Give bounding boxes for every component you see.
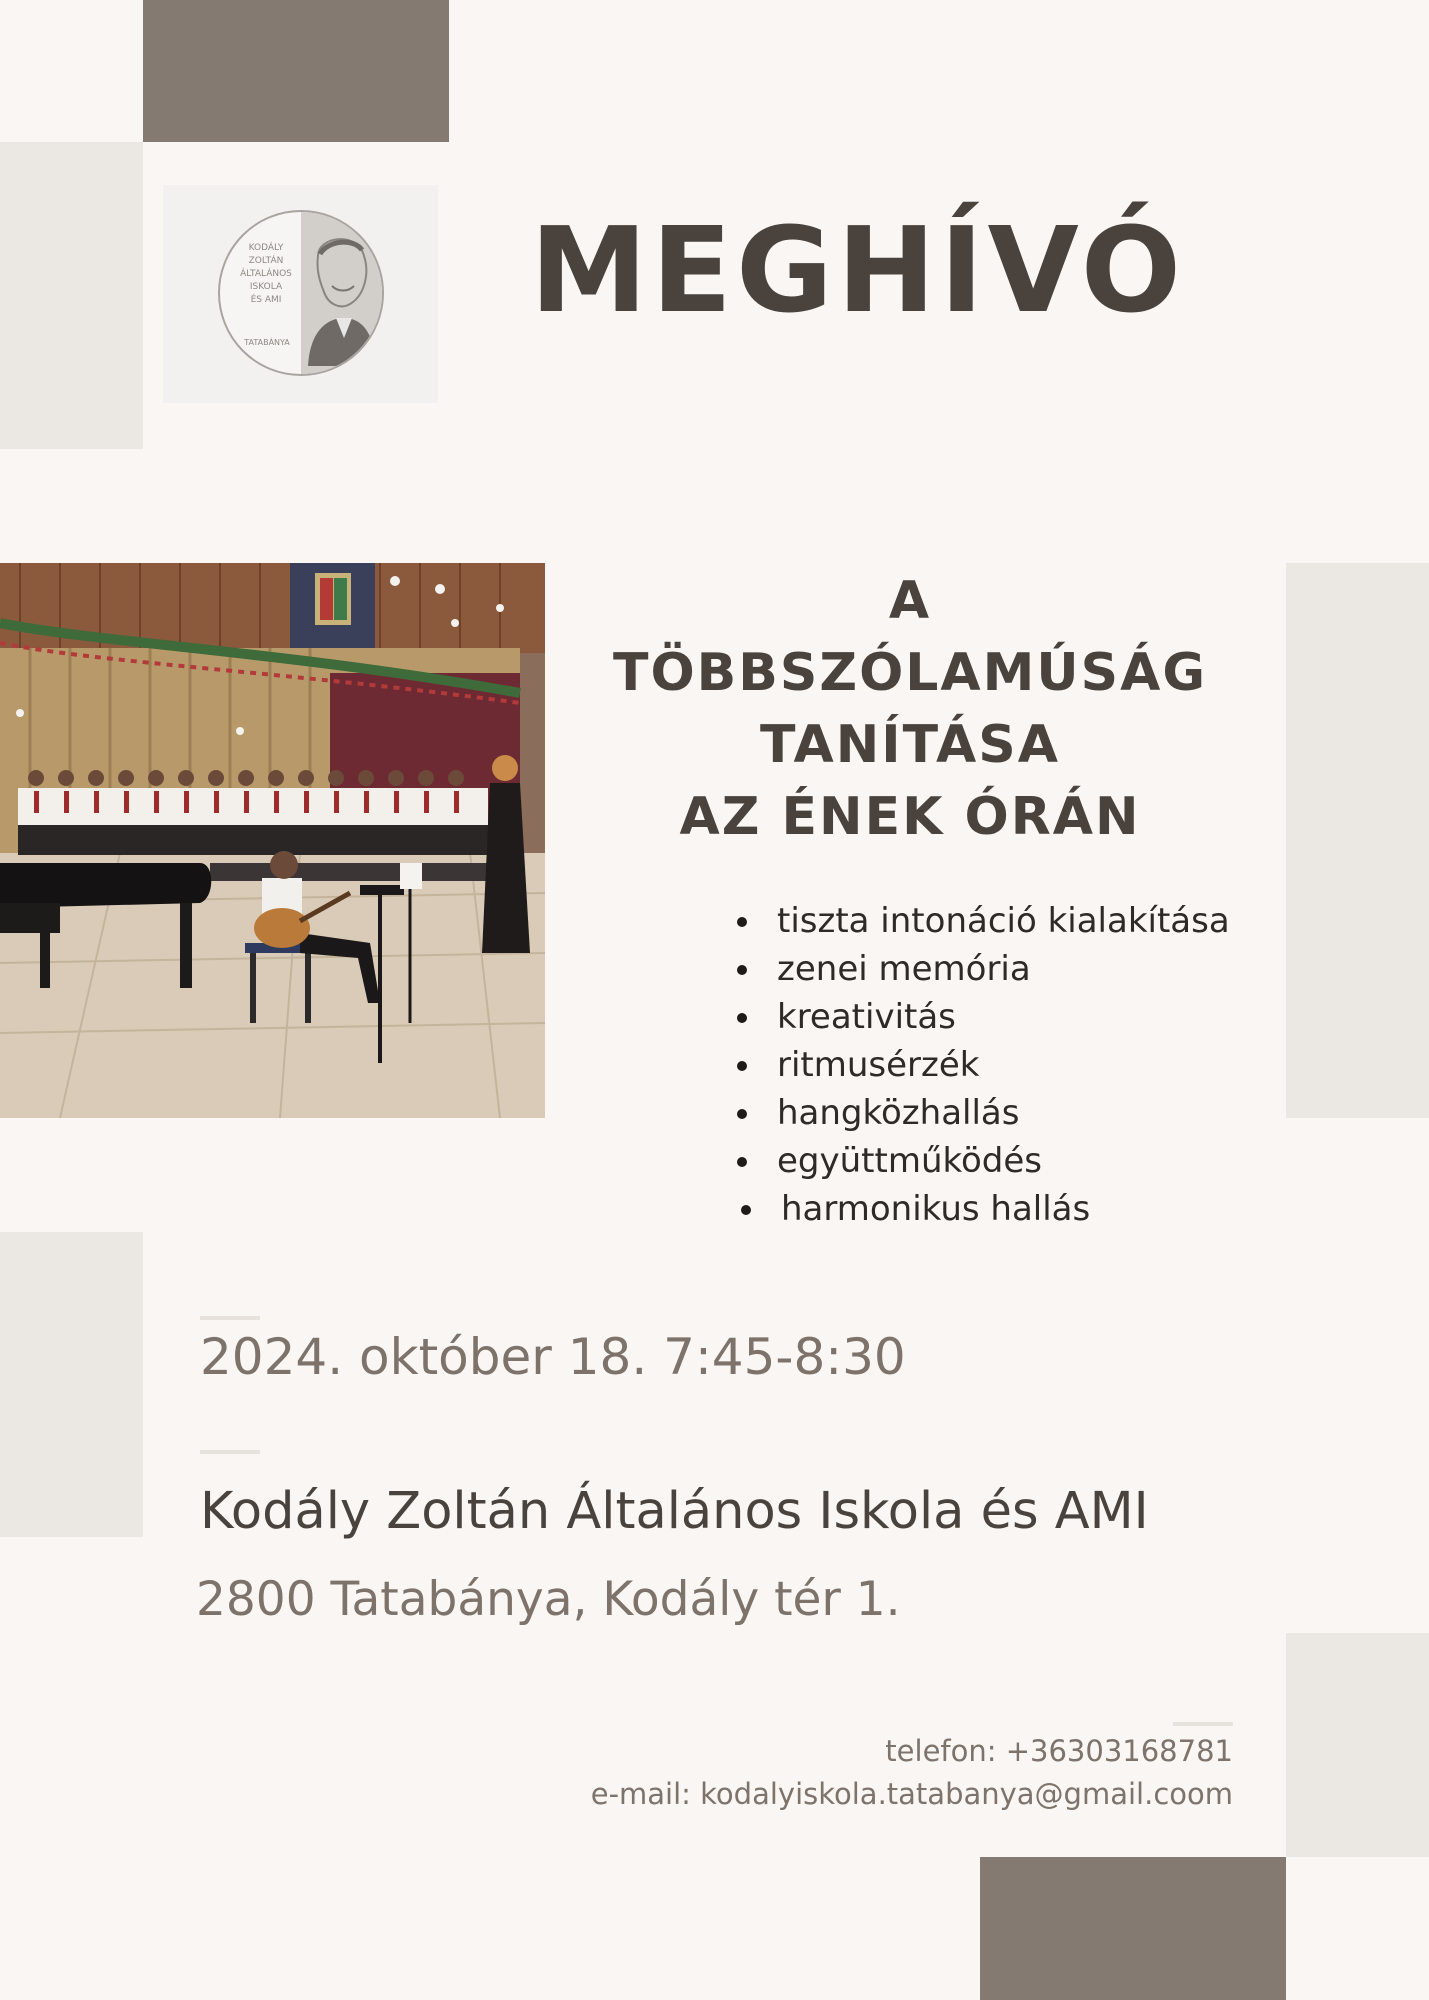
school-address: 2800 Tatabánya, Kodály tér 1. <box>196 1572 901 1627</box>
list-item: harmonikus hallás <box>739 1185 1234 1233</box>
logo-text: KODÁLY ZOLTÁN ÁLTALÁNOS ISKOLA ÉS AMI <box>240 243 292 305</box>
list-item: kreativitás <box>735 993 1230 1041</box>
school-logo <box>163 185 438 403</box>
list-item: ritmusérzék <box>735 1041 1230 1089</box>
decor-block-left-bottom <box>0 1232 143 1537</box>
decor-block-bottom <box>980 1857 1286 2000</box>
logo-city: TATABÁNYA <box>244 338 290 347</box>
list-item: tiszta intonáció kialakítása <box>735 897 1230 945</box>
divider <box>1173 1722 1233 1726</box>
topic-list <box>735 897 1230 1233</box>
portrait-icon <box>298 226 378 366</box>
school-name: Kodály Zoltán Általános Iskola és AMI <box>200 1482 1149 1541</box>
divider <box>200 1450 260 1454</box>
list-item: együttműködés <box>735 1137 1230 1185</box>
heading-line-3: TANÍTÁSA <box>760 715 1060 775</box>
contact-phone: telefon: +36303168781 <box>885 1734 1233 1768</box>
list-item: zenei memória <box>735 945 1230 993</box>
contact-info <box>591 1730 1233 1816</box>
contact-email: e-mail: kodalyiskola.tatabanya@gmail.coom <box>590 1777 1233 1811</box>
choir-photo <box>0 563 545 1118</box>
decor-block-right-bottom <box>1286 1633 1429 1857</box>
heading-line-4: AZ ÉNEK ÓRÁN <box>679 787 1141 847</box>
event-date: 2024. október 18. 7:45-8:30 <box>200 1328 906 1386</box>
list-item: hangközhallás <box>735 1089 1230 1137</box>
heading-line-2: TÖBBSZÓLAMÚSÁG <box>612 643 1208 703</box>
decor-block-top <box>143 0 449 142</box>
event-heading <box>545 565 1275 853</box>
heading-line-1: A <box>888 571 932 631</box>
decor-block-left-top <box>0 142 143 449</box>
page-title: MEGHÍVÓ <box>530 201 1186 339</box>
divider <box>200 1316 260 1320</box>
logo-seal <box>218 210 384 376</box>
decor-block-right-mid <box>1286 563 1429 1118</box>
